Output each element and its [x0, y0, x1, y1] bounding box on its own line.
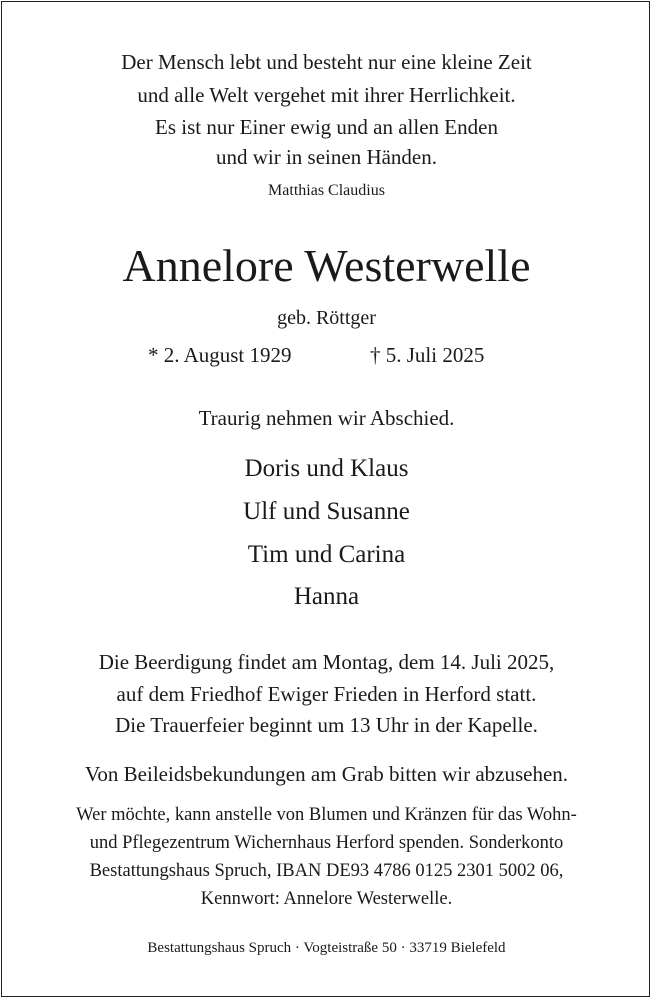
donation-line: Kennwort: Annelore Westerwelle.	[200, 889, 453, 909]
funeral-line: Die Trauerfeier beginnt um 13 Uhr in der Kapelle.	[115, 713, 538, 737]
family-member: Tim und Carina	[247, 541, 406, 568]
funeral-line: Die Beerdigung findet am Montag, dem 14. Juli 2025,	[98, 650, 555, 674]
birth-date: * 2. August 1929	[148, 343, 292, 367]
family-member: Ulf und Susanne	[243, 498, 410, 525]
donation-line: Bestattungshaus Spruch, IBAN DE93 4786 0125 2301 5002 06,	[89, 861, 564, 881]
mourners-intro: Traurig nehmen wir Abschied.	[198, 406, 455, 430]
poem-line: Der Mensch lebt und besteht nur eine kleine Zeit	[121, 50, 532, 74]
born-name: geb. Röttger	[277, 307, 376, 329]
deceased-name: Annelore Westerwelle	[122, 240, 531, 291]
poem-author: Matthias Claudius	[268, 182, 385, 199]
poem-line: Es ist nur Einer ewig und an allen Enden	[155, 115, 498, 139]
life-dates	[0, 343, 653, 369]
funeral-home-address: Bestattungshaus Spruch · Vogteistraße 50 · 33719 Bielefeld	[147, 940, 506, 956]
family-member: Doris und Klaus	[244, 455, 409, 482]
funeral-line: auf dem Friedhof Ewiger Frieden in Herford statt.	[116, 682, 537, 706]
death-date: † 5. Juli 2025	[370, 343, 485, 367]
donation-line: Wer möchte, kann anstelle von Blumen und Kränzen für das Wohn-	[76, 805, 577, 825]
condolence-note: Von Beileidsbekundungen am Grab bitten wir abzusehen.	[84, 762, 569, 786]
poem-line: und wir in seinen Händen.	[215, 145, 438, 169]
poem-line: und alle Welt vergehet mit ihrer Herrlichkeit.	[137, 83, 516, 107]
family-member: Hanna	[293, 583, 360, 610]
donation-line: und Pflegezentrum Wichernhaus Herford spenden. Sonderkonto	[89, 833, 564, 853]
